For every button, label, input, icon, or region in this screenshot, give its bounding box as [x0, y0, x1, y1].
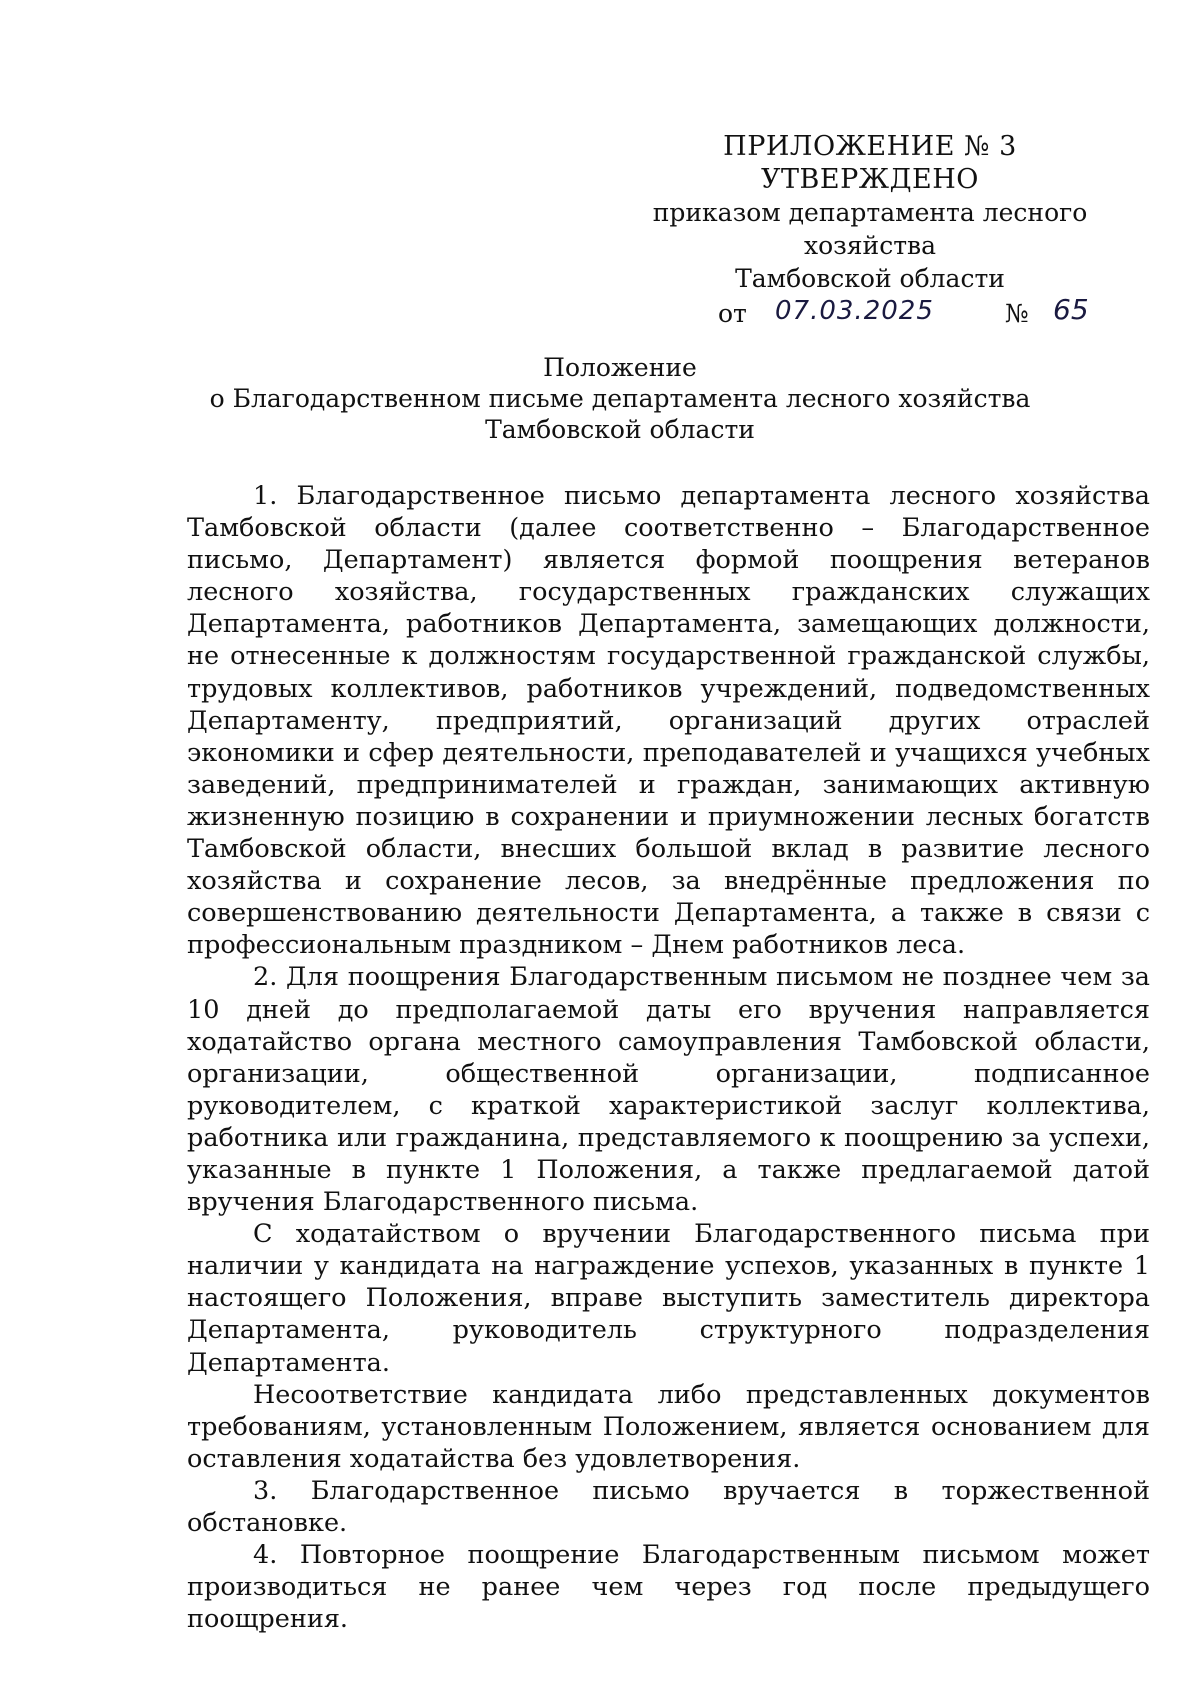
paragraph-3: С ходатайством о вручении Благодарственного письма при наличии у кандидата на награждение успехов, указанных в пункте 1 настоящего Положения, вправе выступить заместитель директора Департамента, руководитель структурного подразделения Департамента. [187, 1219, 1150, 1378]
number-label: № [1005, 299, 1029, 328]
from-label: от [718, 299, 747, 328]
title-line-1: Положение [543, 353, 697, 382]
document-body [187, 480, 1150, 1635]
handwritten-date: 07.03.2025 [775, 296, 934, 326]
approved-heading: УТВЕРЖДЕНО [761, 164, 979, 195]
title-line-2: о Благодарственном письме департамента лесного хозяйства [209, 384, 1031, 413]
approval-stamp-block [600, 130, 1140, 333]
paragraph-2: 2. Для поощрения Благодарственным письмом не позднее чем за 10 дней до предполагаемой даты его вручения направляется ходатайство органа местного самоуправления Тамбовской области, организации, общественной организации, подписанное руководителем, с краткой характеристикой заслуг коллектива, работника или гражданина, представляемого к поощрению за успехи, указанные в пункте 1 Положения, а также предлагаемой датой вручения Благодарственного письма. [187, 962, 1150, 1218]
handwritten-number: 65 [1053, 293, 1089, 326]
paragraph-6: 4. Повторное поощрение Благодарственным письмом может производиться не ранее чем через год после предыдущего поощрения. [187, 1540, 1150, 1635]
paragraph-5: 3. Благодарственное письмо вручается в торжественной обстановке. [187, 1475, 1150, 1538]
paragraph-4: Несоответствие кандидата либо представленных документов требованиям, установленным Положением, является основанием для оставления ходатайства без удовлетворения. [187, 1379, 1150, 1474]
order-line-1: приказом департамента лесного хозяйства [652, 198, 1088, 260]
order-line-2: Тамбовской области [735, 264, 1005, 293]
document-title [190, 352, 1050, 445]
order-date-number-line [600, 293, 1140, 333]
title-line-3: Тамбовской области [485, 415, 755, 444]
paragraph-1: 1. Благодарственное письмо департамента лесного хозяйства Тамбовской области (далее соответственно – Благодарственное письмо, Департамент) является формой поощрения ветеранов лесного хозяйства, государственных гражданских служащих Департамента, работников Департамента, замещающих должности, не отнесенные к должностям государственной гражданской службы, трудовых коллективов, работников учреждений, подведомственных Департаменту, предприятий, организаций других отраслей экономики и сфер деятельности, преподавателей и учащихся учебных заведений, предпринимателей и граждан, занимающих активную жизненную позицию в сохранении и приумножении лесных богатств Тамбовской области, внесших большой вклад в развитие лесного хозяйства и сохранение лесов, за внедрённые предложения по совершенствованию деятельности Департамента, а также в связи с профессиональным праздником – Днем работников леса. [187, 481, 1150, 961]
appendix-heading: ПРИЛОЖЕНИЕ № 3 [723, 131, 1017, 162]
